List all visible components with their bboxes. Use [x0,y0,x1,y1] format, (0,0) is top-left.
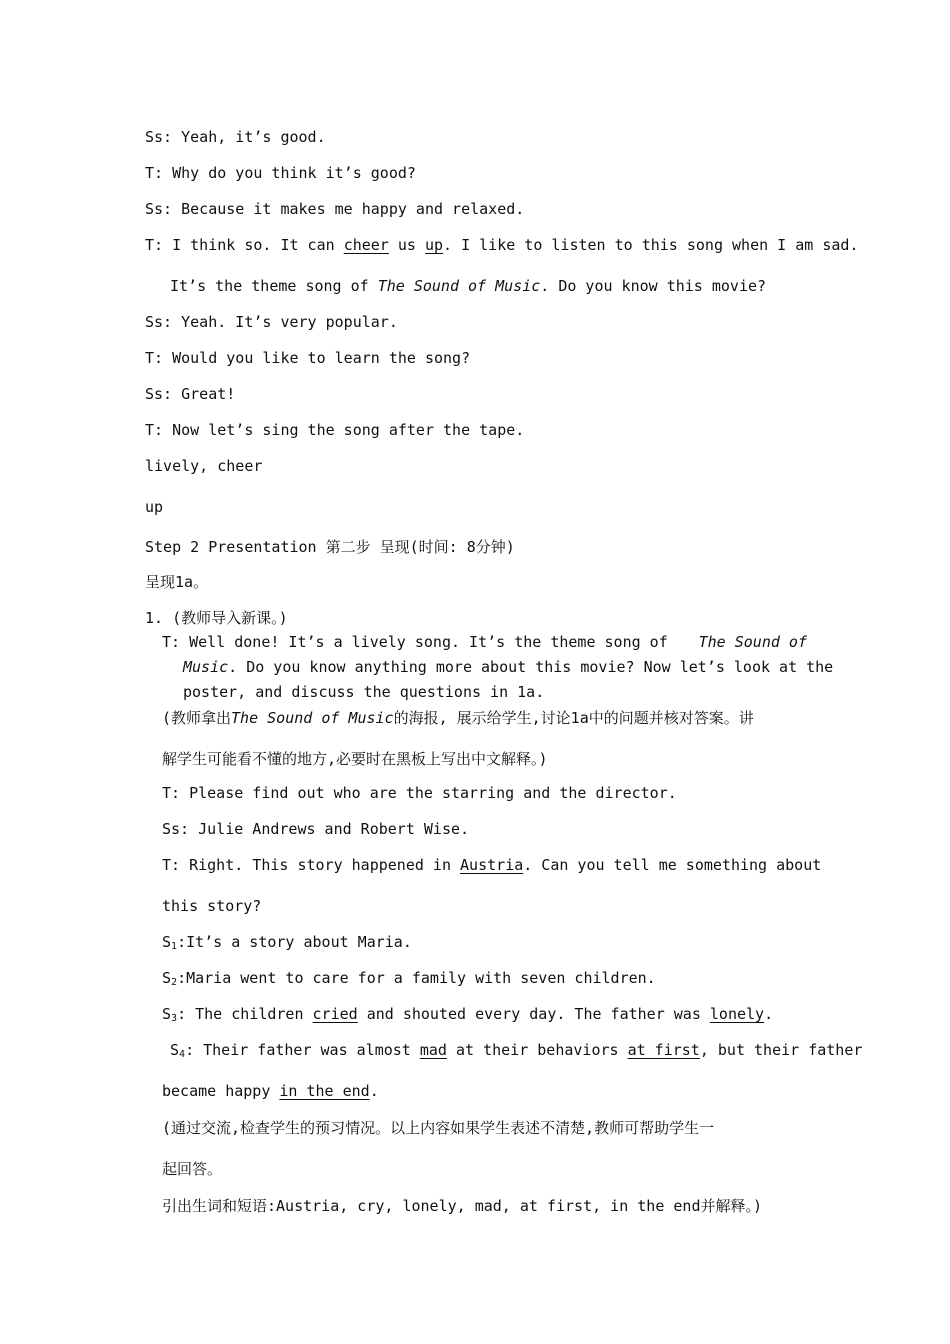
dialogue-line: Ss: Because it makes me happy and relaxed. [145,200,525,218]
text-segment: . Do you know anything more about this movie? Now let’s look at the [228,658,834,676]
text-segment: :It’s a story about Maria. [177,933,412,951]
text-segment: . Can you tell me something about [523,856,822,874]
text-segment: (教师拿出 [162,709,232,727]
instruction-line: 引出生词和短语:Austria, cry, lonely, mad, at first, in the end并解释。) [162,1197,763,1215]
underlined-word: cried [312,1005,358,1023]
dialogue-line [145,236,858,254]
dialogue-line [162,933,412,951]
speaker-label: S [162,969,172,987]
dialogue-line [162,1082,379,1100]
text-segment: became happy [162,1082,280,1100]
instruction-line [162,707,754,728]
text-segment: : The children [177,1005,313,1023]
text-segment: . Do you know this movie? [540,277,767,295]
instruction-line: 解学生可能看不懂的地方,必要时在黑板上写出中文解释。) [162,750,548,768]
underlined-word: in the end [279,1082,370,1100]
text-segment: us [388,236,425,254]
dialogue-line: T: Would you like to learn the song? [145,349,471,367]
step-heading: Step 2 Presentation 第二步 呈现(时间: 8分钟) [145,538,515,556]
dialogue-line [162,1005,773,1023]
instruction-line: (通过交流,检查学生的预习情况。以上内容如果学生表述不清楚,教师可帮助学生一 [162,1119,715,1137]
speaker-number: 3 [171,1013,178,1024]
vocab-line: lively, cheer [145,457,263,475]
speaker-number: 1 [171,941,178,952]
text-segment: 的海报, 展示给学生,讨论1a中的问题并核对答案。讲 [393,709,754,727]
dialogue-line: Ss: Great! [145,385,236,403]
text-segment: at their behaviors [446,1041,628,1059]
text-segment: : Their father was almost [185,1041,420,1059]
dialogue-line [162,633,807,651]
instruction-line: 1. (教师导入新课。) [145,609,288,627]
dialogue-line: T: Why do you think it’s good? [145,164,416,182]
underlined-word: mad [419,1041,447,1059]
instruction-line: 呈现1a。 [145,573,209,591]
instruction-line: 起回答。 [162,1160,223,1178]
movie-title: The Sound of [698,633,807,651]
vocab-line: up [145,498,164,516]
movie-title: The Sound of Music [377,277,541,295]
dialogue-line [170,277,766,295]
dialogue-line: Ss: Yeah, it’s good. [145,128,326,146]
dialogue-line: poster, and discuss the questions in 1a. [183,683,545,701]
dialogue-line: Ss: Julie Andrews and Robert Wise. [162,820,470,838]
dialogue-line: Ss: Yeah. It’s very popular. [145,313,398,331]
movie-title: The Sound of Music [231,709,394,727]
text-segment: It’s the theme song of [170,277,378,295]
underlined-word: lonely [709,1005,765,1023]
text-segment: T: Right. This story happened in [162,856,461,874]
dialogue-line [170,1041,862,1059]
speaker-label: S [170,1041,180,1059]
speaker-label: S [162,1005,172,1023]
text-segment: . [764,1005,774,1023]
text-segment: T: I think so. It can [145,236,344,254]
dialogue-line: T: Now let’s sing the song after the tape. [145,421,525,439]
underlined-word: at first [627,1041,700,1059]
dialogue-line: T: Please find out who are the starring and the director. [162,784,677,802]
text-segment: , but their father [699,1041,863,1059]
text-segment: T: Well done! It’s a lively song. It’s the theme song of [162,633,668,651]
dialogue-line [162,969,656,987]
text-segment: :Maria went to care for a family with seven children. [177,969,656,987]
movie-title: Music [183,658,229,676]
text-segment: and shouted every day. The father was [357,1005,710,1023]
text-segment: . [369,1082,379,1100]
dialogue-line [162,856,821,874]
underlined-word: Austria [460,856,524,874]
speaker-number: 2 [171,977,178,988]
dialogue-line: this story? [162,897,262,915]
text-segment: . I like to listen to this song when I am sad. [443,236,859,254]
underlined-word: cheer [343,236,389,254]
speaker-number: 4 [179,1049,186,1060]
dialogue-line [183,658,833,676]
underlined-word: up [424,236,444,254]
speaker-label: S [162,933,172,951]
